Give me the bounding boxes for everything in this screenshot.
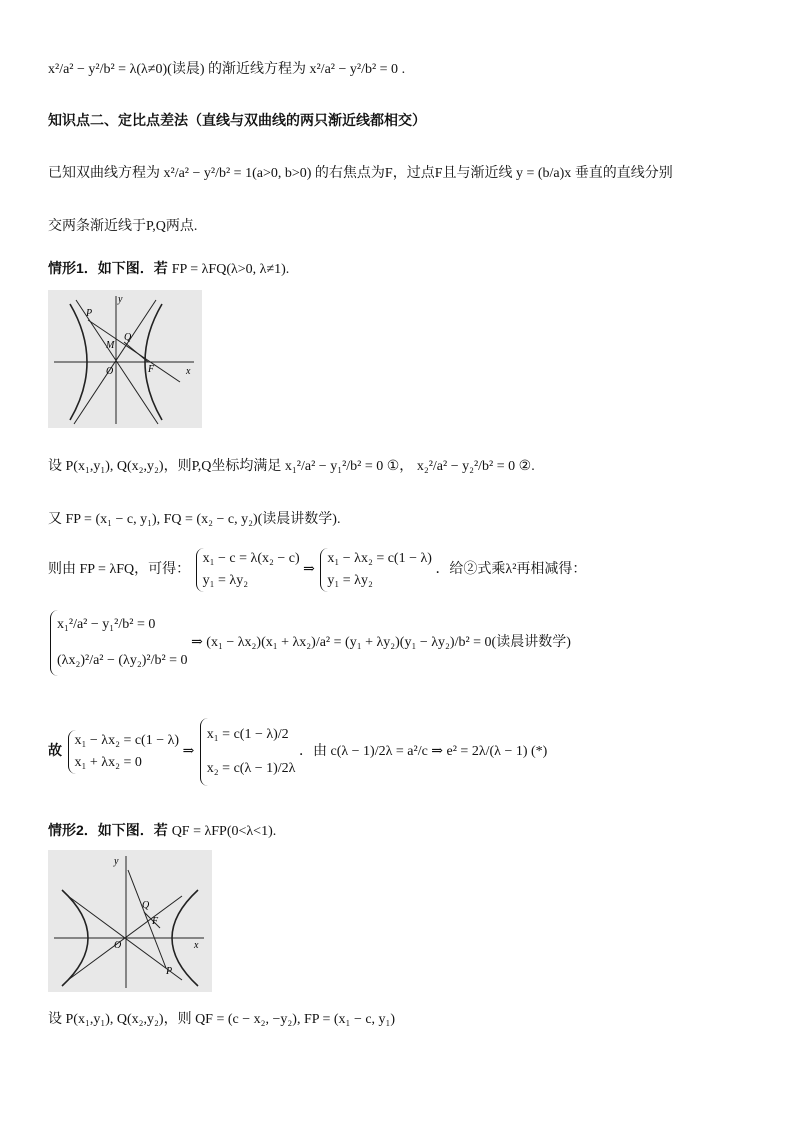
hyperbola-equation: x²/a² − y²/b² = 1(a>0, b>0) [163, 166, 312, 181]
ratio-derivation: 则由 FP = λFQ，可得： x₁ − c = λ(x₂ − c) y₁ = λy₂ ⇒ x₁ − λx₂ = c(1 − λ) y₁ = λy₂ ．给②式乘λ²再相减得： [48, 548, 586, 592]
label-Q: Q [142, 900, 150, 911]
label-O: O [106, 366, 114, 377]
case2-setup: 设 P(x₁,y₁), Q(x₂,y₂)，则 QF = (c − x₂, −y₂), FP = (x₁ − c, y₁) [48, 1012, 396, 1027]
label-P: P [166, 966, 173, 977]
eccentricity-result: ．由 c(λ − 1)/2λ = a²/c ⇒ e² = 2λ/(λ − 1) (*) [298, 744, 548, 760]
label-F: F [152, 916, 159, 927]
label-P: P [86, 308, 93, 319]
label-y: y [114, 856, 119, 867]
asymptote-left: x²/a² − y²/b² = λ(λ≠0)(读晨) 的渐近线方程为 [48, 62, 310, 77]
label-O: O [114, 940, 122, 951]
system-3: x₁²/a² − y₁²/b² = 0 (λx₂)²/a² − (λy₂)²/b² = 0 [50, 610, 188, 676]
label-x: x [194, 940, 199, 951]
system-5: x₁ = c(1 − λ)/2 x₂ = c(λ − 1)/2λ [200, 718, 296, 786]
label-Q: Q [124, 332, 132, 343]
line-QP [128, 870, 166, 968]
label-y: y [118, 294, 123, 305]
problem-statement-cont: 交两条渐近线于P,Q两点. [48, 219, 198, 234]
figure-1-diagram [48, 290, 202, 428]
asymptote-statement: x²/a² − y²/b² = λ(λ≠0)(读晨) 的渐近线方程为 x²/a² − y²/b² = 0 . [48, 62, 406, 77]
figure-2 [48, 850, 212, 992]
figure-1 [48, 290, 202, 428]
vector-definitions: 又 FP = (x₁ − c, y₁), FQ = (x₂ − c, y₂)(读晨讲数学). [48, 512, 341, 527]
case2-heading [48, 820, 276, 840]
solution-step: 故 x₁ − λx₂ = c(1 − λ) x₁ + λx₂ = 0 ⇒ x₁ = c(1 − λ)/2 x₂ = c(λ − 1)/2λ ．由 c(λ − 1)/2λ = a²/c ⇒ e² = 2λ/(λ − 1) (*) [48, 718, 547, 786]
section-heading: 知识点二、定比点差法（直线与双曲线的两只渐近线都相交） [48, 112, 426, 128]
case2-condition: QF = λFP(0<λ<1). [171, 824, 277, 839]
case1-heading [48, 258, 289, 278]
figure-2-diagram [48, 850, 212, 992]
problem-statement: 已知双曲线方程为 x²/a² − y²/b² = 1(a>0, b>0) 的右焦点为F，过点F且与渐近线 y = (b/a)x 垂直的直线分别 [48, 166, 673, 181]
perpendicular-line [124, 342, 148, 362]
system-4: x₁ − λx₂ = c(1 − λ) x₁ + λx₂ = 0 [68, 730, 180, 774]
label-F: F [148, 364, 155, 375]
label-x: x [186, 366, 191, 377]
point-setup: 设 P(x₁,y₁), Q(x₂,y₂)，则P,Q坐标均满足 x₁²/a² − y₁²/b² = 0 ①， x₂²/a² − y₂²/b² = 0 ②. [48, 459, 535, 474]
system-2: x₁ − λx₂ = c(1 − λ) y₁ = λy₂ [320, 548, 432, 592]
label-M: M [106, 340, 115, 351]
line-PF [88, 320, 180, 382]
equation-2: x₂²/a² − y₂²/b² = 0 ②. [416, 459, 535, 474]
subtraction-result: ⇒ (x₁ − λx₂)(x₁ + λx₂)/a² = (y₁ + λy₂)(y₁ − λy₂)/b² = 0(读晨讲数学) [191, 635, 571, 651]
case1-condition: FP = λFQ(λ>0, λ≠1). [171, 262, 290, 277]
asymptote-equation: x²/a² − y²/b² = 0 [309, 62, 399, 77]
equation-1: x₁²/a² − y₁²/b² = 0 ①， [284, 459, 414, 474]
system-1: x₁ − c = λ(x₂ − c) y₁ = λy₂ [196, 548, 300, 592]
case2-label: 情形2．如下图．若 [48, 822, 172, 838]
case1-label: 情形1．如下图．若 [48, 260, 172, 276]
subtraction-step [48, 610, 571, 676]
